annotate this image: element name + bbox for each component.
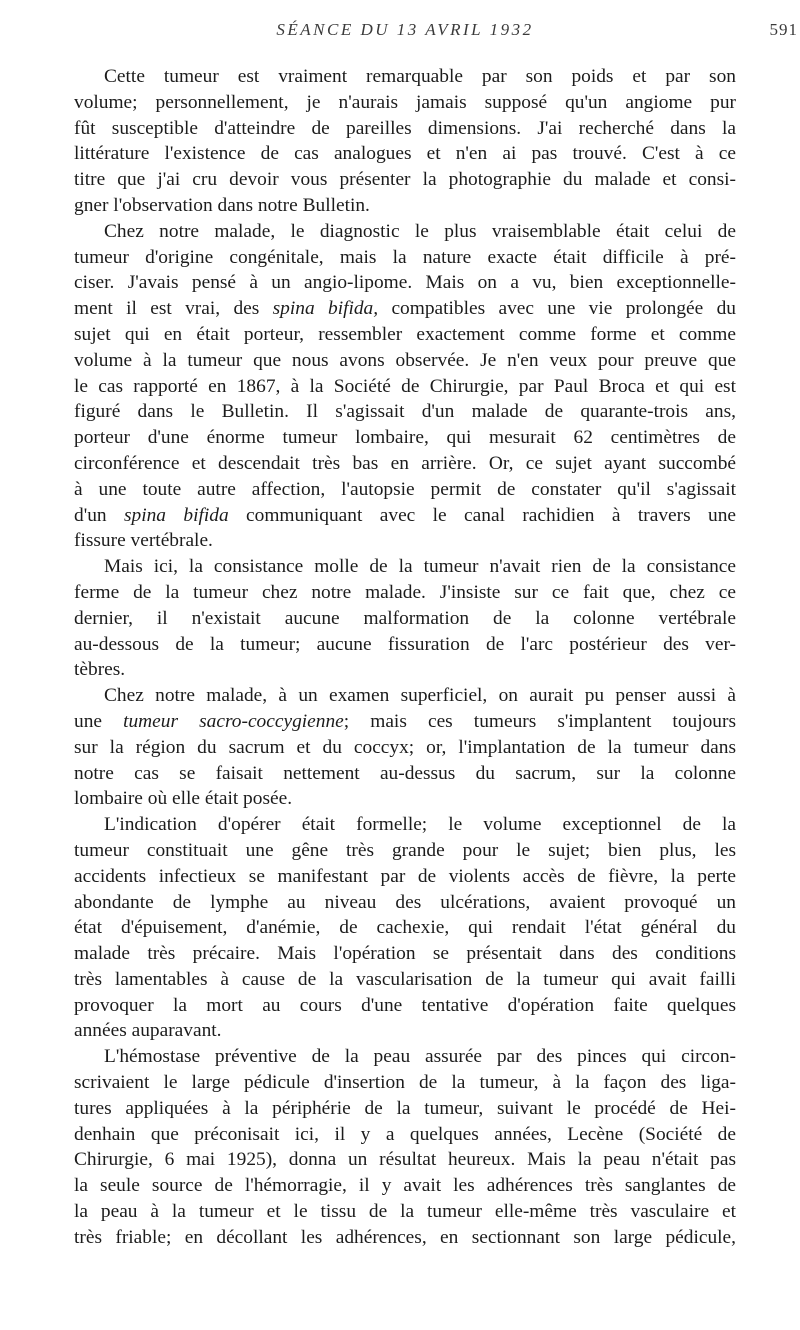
paragraph <box>74 64 736 219</box>
text-line: fissure vertébrale. <box>74 530 213 552</box>
text-line: ferme de la tumeur chez notre malade. J'insiste sur ce fait que, chez ce <box>74 581 736 603</box>
text-line: scrivaient le large pédicule d'insertion de la tumeur, à la façon des liga- <box>74 1072 736 1094</box>
text-line: à une toute autre affection, l'autopsie permit de constater qu'il s'agissait <box>74 478 736 500</box>
text-line: Chez notre malade, le diagnostic le plus vraisemblable était celui de <box>104 220 736 242</box>
text-line: la peau à la tumeur et le tissu de la tumeur elle-même très vasculaire et <box>74 1201 736 1223</box>
paragraph <box>74 683 736 812</box>
paragraph <box>74 219 736 554</box>
text-line: accidents infectieux se manifestant par de violents accès de fièvre, la perte <box>74 865 736 887</box>
text-line: provoquer la mort au cours d'une tentative d'opération faite quelques <box>74 994 736 1016</box>
text-line: titre que j'ai cru devoir vous présenter la photographie du malade et consi- <box>74 169 736 191</box>
page-number: 591 <box>769 20 798 39</box>
text-line: état d'épuisement, d'anémie, de cachexie, qui rendait l'état général du <box>74 917 736 939</box>
text-line: très friable; en décollant les adhérences, en sectionnant son large pédicule, <box>74 1226 736 1248</box>
text-line: Chirurgie, 6 mai 1925), donna un résultat heureux. Mais la peau n'était pas <box>74 1149 736 1171</box>
text-line: au-dessous de la tumeur; aucune fissuration de l'arc postérieur des ver- <box>74 633 736 655</box>
text-line: sur la région du sacrum et du coccyx; or, l'implantation de la tumeur dans <box>74 736 736 758</box>
text-line: volume à la tumeur que nous avons observée. Je n'en veux pour preuve que <box>74 349 736 371</box>
text-line: figuré dans le Bulletin. Il s'agissait d'un malade de quarante-trois ans, <box>74 401 736 423</box>
text-line: tumeur constituait une gêne très grande pour le sujet; bien plus, les <box>74 839 736 861</box>
text-line: années auparavant. <box>74 1020 222 1042</box>
italic-term: spina bifida <box>123 504 229 526</box>
text-line: volume; personnellement, je n'aurais jamais supposé qu'un angiome pur <box>74 91 736 113</box>
text-line: lombaire où elle était posée. <box>74 788 293 810</box>
paragraph <box>74 1044 736 1250</box>
text-line: la seule source de l'hémorragie, il y avait les adhérences très sanglantes de <box>74 1175 736 1197</box>
text-line: d'un spina bifida communiquant avec le canal rachidien à travers une <box>74 504 736 526</box>
italic-term: spina bifida, <box>272 298 379 320</box>
text-line: Chez notre malade, à un examen superficiel, on aurait pu penser aussi à <box>104 685 736 707</box>
body-text <box>74 64 736 1251</box>
text-line: Cette tumeur est vraiment remarquable par son poids et par son <box>104 66 736 87</box>
text-line: sujet qui en était porteur, ressembler exactement comme forme et comme <box>74 323 736 345</box>
text-line: gner l'observation dans notre Bulletin. <box>74 194 370 216</box>
paragraph <box>74 554 736 683</box>
text-line: très lamentables à cause de la vascularisation de la tumeur qui avait failli <box>74 968 736 990</box>
text-line: ciser. J'avais pensé à un angio-lipome. Mais on a vu, bien exceptionnelle- <box>74 272 736 294</box>
text-line: fût susceptible d'atteindre de pareilles dimensions. J'ai recherché dans la <box>74 117 736 139</box>
paragraph <box>74 812 736 1044</box>
text-line: tumeur d'origine congénitale, mais la nature exacte était difficile à pré- <box>74 246 736 268</box>
page-header <box>74 20 798 46</box>
text-line: circonférence et descendait très bas en arrière. Or, ce sujet ayant succombé <box>74 452 736 474</box>
text-line: Mais ici, la consistance molle de la tumeur n'avait rien de la consistance <box>104 556 736 578</box>
text-line: le cas rapporté en 1867, à la Société de Chirurgie, par Paul Broca et qui est <box>74 375 736 397</box>
text-line: L'indication d'opérer était formelle; le volume exceptionnel de la <box>104 814 736 836</box>
text-line: denhain que préconisait ici, il y a quelques années, Lecène (Société de <box>74 1123 736 1145</box>
text-line: ment il est vrai, des spina bifida, compatibles avec une vie prolongée du <box>74 298 736 320</box>
text-line: littérature l'existence de cas analogues et n'en ai pas trouvé. C'est à ce <box>74 143 736 165</box>
text-line: notre cas se faisait nettement au-dessus du sacrum, sur la colonne <box>74 762 736 784</box>
text-line: une tumeur sacro-coccygienne; mais ces tumeurs s'implantent toujours <box>74 710 736 732</box>
text-line: L'hémostase préventive de la peau assurée par des pinces qui circon- <box>104 1046 736 1068</box>
text-line: dernier, il n'existait aucune malformation de la colonne vertébrale <box>74 607 736 629</box>
running-title: SÉANCE DU 13 AVRIL 1932 <box>276 20 534 39</box>
text-line: porteur d'une énorme tumeur lombaire, qui mesurait 62 centimètres de <box>74 427 736 449</box>
text-line: malade très précaire. Mais l'opération se présentait dans des conditions <box>74 943 736 965</box>
italic-term: tumeur sacro-coccygienne <box>123 710 344 732</box>
text-line: tèbres. <box>74 659 126 681</box>
text-line: abondante de lymphe au niveau des ulcérations, avaient provoqué un <box>74 891 736 913</box>
text-line: tures appliquées à la périphérie de la tumeur, suivant le procédé de Hei- <box>74 1097 736 1119</box>
